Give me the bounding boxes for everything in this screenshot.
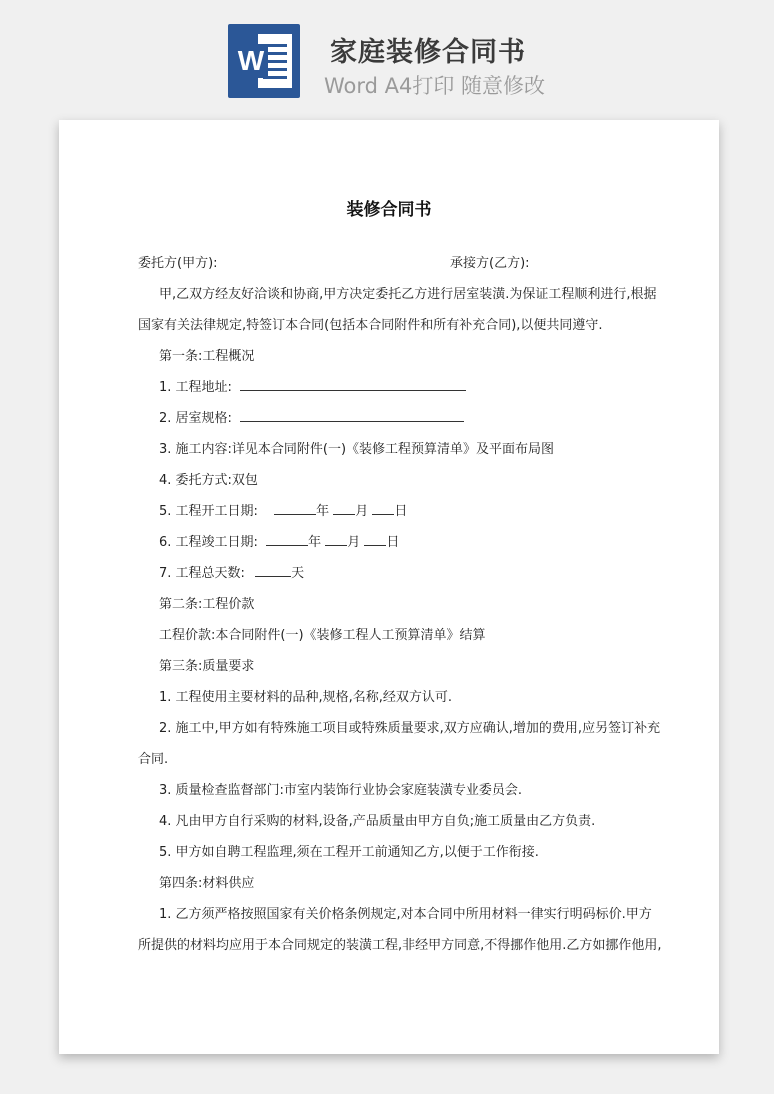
project-address-row — [159, 376, 466, 395]
project-address-blank — [240, 378, 466, 391]
commission-method: 4. 委托方式:双包 — [159, 473, 258, 488]
room-spec-label: 2. 居室规格: — [159, 411, 232, 426]
room-spec-blank — [240, 409, 464, 422]
intro-line-1: 甲,乙双方经友好洽谈和协商,甲方决定委托乙方进行居室装潢.为保证工程顺利进行,根据 — [159, 287, 657, 302]
completion-year-blank — [266, 533, 308, 546]
completion-date-label: 6. 工程竣工日期: — [159, 535, 258, 550]
quality-item-1: 1. 工程使用主要材料的品种,规格,名称,经双方认可. — [159, 690, 453, 705]
document-title: 装修合同书 — [346, 200, 432, 220]
word-document-icon — [228, 24, 300, 98]
construction-content: 3. 施工内容:详见本合同附件(一)《装修工程预算清单》及平面布局图 — [159, 442, 555, 457]
word-letter: W — [234, 44, 268, 78]
completion-month-blank — [325, 533, 347, 546]
completion-year-unit: 年 — [308, 535, 322, 550]
total-days-blank — [255, 564, 291, 577]
intro-line-2: 国家有关法律规定,特签订本合同(包括本合同附件和所有补充合同),以便共同遵守. — [138, 318, 603, 333]
completion-month-unit: 月 — [347, 535, 361, 550]
header-subtitle: Word A4打印 随意修改 — [324, 74, 546, 98]
project-price: 工程价款:本合同附件(一)《装修工程人工预算清单》结算 — [159, 628, 486, 643]
total-days-row — [159, 562, 304, 581]
article-1-heading: 第一条:工程概况 — [159, 349, 255, 364]
completion-date-row — [159, 531, 399, 550]
start-date-row — [159, 500, 407, 519]
start-month-unit: 月 — [355, 504, 369, 519]
start-year-unit: 年 — [316, 504, 330, 519]
project-address-label: 1. 工程地址: — [159, 380, 232, 395]
quality-item-5: 5. 甲方如自聘工程监理,须在工程开工前通知乙方,以便于工作衔接. — [159, 845, 539, 860]
quality-item-4: 4. 凡由甲方自行采购的材料,设备,产品质量由甲方自负;施工质量由乙方负责. — [159, 814, 596, 829]
start-month-blank — [333, 502, 355, 515]
start-day-blank — [372, 502, 394, 515]
material-item-1-line-1: 1. 乙方须严格按照国家有关价格条例规定,对本合同中所用材料一律实行明码标价.甲方 — [159, 907, 652, 922]
material-item-1-line-2: 所提供的材料均应用于本合同规定的装潢工程,非经甲方同意,不得挪作他用.乙方如挪作他用, — [138, 938, 662, 953]
completion-day-unit: 日 — [386, 535, 400, 550]
room-spec-row — [159, 407, 464, 426]
article-2-heading: 第二条:工程价款 — [159, 597, 255, 612]
total-days-label: 7. 工程总天数: — [159, 566, 245, 581]
header-title: 家庭装修合同书 — [330, 37, 526, 68]
completion-day-blank — [364, 533, 386, 546]
article-4-heading: 第四条:材料供应 — [159, 876, 255, 891]
total-days-unit: 天 — [291, 566, 305, 581]
document-page — [59, 120, 719, 1054]
quality-item-3: 3. 质量检查监督部门:市室内装饰行业协会家庭装潢专业委员会. — [159, 783, 523, 798]
start-day-unit: 日 — [394, 504, 408, 519]
quality-item-2-line-1: 2. 施工中,甲方如有特殊施工项目或特殊质量要求,双方应确认,增加的费用,应另签订补充 — [159, 721, 661, 736]
article-3-heading: 第三条:质量要求 — [159, 659, 255, 674]
start-date-label: 5. 工程开工日期: — [159, 504, 258, 519]
quality-item-2-line-2: 合同. — [138, 752, 169, 767]
party-b-label: 承接方(乙方): — [450, 256, 530, 271]
party-a-label: 委托方(甲方): — [138, 256, 218, 271]
start-year-blank — [274, 502, 316, 515]
page-header — [0, 0, 774, 118]
